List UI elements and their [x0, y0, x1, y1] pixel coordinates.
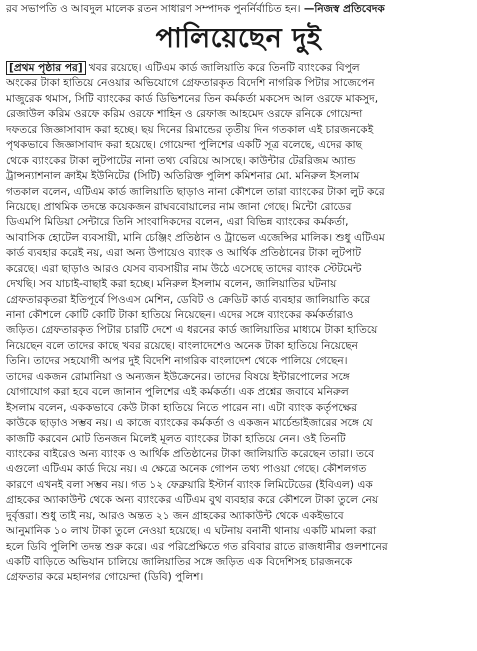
article-line-text: দফতরে জিজ্ঞাসাবাদ করা হচ্ছে। ছয় দিনের রিমান্ডের তৃতীয় দিন গতকাল এই চারজনকেই — [6, 123, 374, 136]
article-line — [6, 200, 471, 215]
article-line — [6, 354, 471, 369]
article-line — [6, 401, 471, 416]
article-line-text: ইসলাম বলেন, এককভাবে কেউ টাকা হাতিয়ে নিতে পারেন না। এটা ব্যাংক কর্তৃপক্ষের — [6, 401, 358, 414]
article-line — [6, 262, 471, 277]
article-line-text: গ্রেফতারকৃতরা ইতিপূর্বে পিওএস মেশিন, ডেবিট ও ক্রেডিট কার্ড ব্যবহার জালিয়াতি করে — [6, 293, 371, 306]
article-line — [6, 370, 471, 385]
article-line-text: রেজাউল করিম ওরফে করিম ওরফে শাহিন ও রেফাজ আহমেদ ওরফে রনিকে গোয়েন্দা — [6, 108, 363, 121]
article-line-text: ব্যাংকের বাইরেও অন্য ব্যাংক ও আর্থিক প্রতিষ্ঠানের টাকা জালিয়াতি করেছেন তারা। তবে — [6, 447, 375, 460]
article-line-text: যোগাযোগ করা হবে বলে জানান পুলিশের এই কর্মকর্তা। এক প্রশ্নের জবাবে মনিরুল — [6, 386, 349, 399]
article-line — [6, 277, 471, 292]
article-line — [6, 123, 471, 138]
article-line-text: থেকে ব্যাংকের টাকা লুটপাটের নানা তথ্য বেরিয়ে আসছে। কাউন্টার টেররিজম অ্যান্ড — [6, 154, 356, 167]
article-line-text: আনুমানিক ১০ লাখ টাকা তুলে নেওয়া হয়েছে। এ ঘটনায় বনানী থানায় একটি মামলা করা — [6, 525, 377, 538]
article-line — [6, 138, 471, 153]
article-line-text: মাজুরেক থমাস, সিটি ব্যাংকের কার্ড ডিভিশনের তিন কর্মকর্তা মকসেদ আল ওরফে মাকসুদ, — [6, 92, 379, 105]
article-line — [6, 447, 471, 462]
article-line — [6, 493, 471, 508]
article-line-text: করেছে। এরা ছাড়াও আরও যেসব ব্যবসায়ীর নাম উঠে এসেছে তাদের ব্যাংক স্টেটমেন্ট — [6, 262, 362, 275]
article-line-text: খবর রয়েছে। এটিএম কার্ড জালিয়াতি করে তিনটি ব্যাংকের বিপুল — [88, 62, 360, 74]
article-line-text: কাজটি করবেন মোট তিনজন মিলেই মূলত ব্যাংকের টাকা হাতিয়ে নেন। ওই তিনটি — [6, 432, 346, 445]
article-line-text: কাউকে ছাড়াও সম্ভব নয়। এ কাজে ব্যাংকের কর্মকর্তা ও একজন মার্চেন্ডাইজারের সঙ্গে যে — [6, 417, 373, 430]
reporter-credit: —নিজস্ব প্রতিবেদক — [303, 3, 385, 15]
article-line-text: গতকাল বলেন, এটিএম কার্ড জালিয়াতি ছাড়াও নানা কৌশলে তারা ব্যাংকের টাকা লুট করে — [6, 185, 385, 198]
article-line — [6, 231, 471, 246]
article-line-text: অংকের টাকা হাতিয়ে নেওয়ার অভিযোগে গ্রেফতারকৃত বিদেশি নাগরিক পিটার সাজেপেন — [6, 77, 375, 90]
article-line-text: এগুলো এটিএম কার্ড দিয়ে নয়। এ ক্ষেত্রে অনেক গোপন তথ্য পাওয়া গেছে। কৌশলগত — [6, 463, 367, 476]
article-line-text: হলে ডিবি পুলিশি তদন্ত শুরু করে। এর পরিপ্রেক্ষিতে গত রবিবার রাতে রাজধানীর গুলশানের — [6, 540, 388, 553]
article-line-text: ট্রান্সন্যাশনাল ক্রাইম ইউনিটের (সিটি) অতিরিক্ত পুলিশ কমিশনার মো. মনিরুল ইসলাম — [6, 170, 360, 183]
article-line — [6, 92, 471, 107]
article-line — [6, 323, 471, 338]
article-line-text: ডিএমপি মিডিয়া সেন্টারে তিনি সাংবাদিকদের বলেন, এরা বিভিন্ন ব্যাংকের কর্মকর্তা, — [6, 216, 349, 229]
article-line — [6, 555, 471, 570]
article-line — [6, 385, 471, 400]
article-line — [6, 462, 471, 477]
article-line — [6, 154, 471, 169]
article-line-text: নিয়েছেন বলে তাদের কাছে খবর রয়েছে। বাংলাদেশেও অনেক টাকা হাতিয়ে নিয়েছেন — [6, 339, 358, 352]
article-line — [6, 107, 471, 122]
article-line — [6, 169, 471, 184]
continuation-tag: [প্রথম পৃষ্ঠার পর] — [6, 61, 86, 75]
article-line-text: তিনি। তাদের সহযোগী অপর দুই বিদেশি নাগরিক বাংলাদেশ থেকে পালিয়ে গেছেন। — [6, 355, 348, 368]
previous-article-tail — [6, 2, 471, 18]
article-line-text: কার্ড ব্যবহার করেই নয়, এরা অন্য উপায়েও ব্যাংক ও আর্থিক প্রতিষ্ঠানের টাকা লুটপাট — [6, 247, 362, 260]
article-line-text: কারণে এখনই বলা সম্ভব নয়। গত ১২ ফেব্রুয়ারি ইস্টার্ন ব্যাংক লিমিটেডের (ইবিএল) এক — [6, 478, 373, 491]
article-line-text: জড়িত। গ্রেফতারকৃত পিটার চারটি দেশে এ ধরনের কার্ড জালিয়াতির মাধ্যমে টাকা হাতিয়ে — [6, 324, 378, 337]
article-line — [6, 540, 471, 555]
article-line — [6, 509, 471, 524]
article-line — [6, 61, 471, 76]
article-line-text: দেখছি। সব যাচাই-বাছাই করা হচ্ছে। মনিরুল ইসলাম বলেন, জালিয়াতির ঘটনায় — [6, 278, 337, 291]
article-line-text: গ্রেফতার করে মহানগর গোয়েন্দা (ডিবি) পুলিশ। — [6, 571, 204, 584]
article-line — [6, 246, 471, 261]
article-line-text: পৃথকভাবে জিজ্ঞাসাবাদ করা হয়েছে। গোয়েন্দা পুলিশের একটি সূত্র বলেছে, এদের কাছ — [6, 139, 363, 152]
article-line-text: একটি বাড়িতে অভিযান চালিয়ে জালিয়াতির সঙ্গে জড়িত এক বিদেশিসহ চারজনকে — [6, 556, 353, 568]
article-body — [6, 61, 471, 586]
article-line-text: দুর্বৃত্তরা। শুধু তাই নয়, আরও অন্তত ২১ জন গ্রাহকের অ্যাকাউন্ট থেকে একইভাবে — [6, 509, 344, 522]
article-line — [6, 524, 471, 539]
article-line-text: আবাসিক হোটেল ব্যবসায়ী, মানি চেঞ্জিং প্রতিষ্ঠান ও ট্রাভেল এজেন্সির মালিক। শুধু এটিএম — [6, 231, 385, 244]
article-line — [6, 478, 471, 493]
article-line — [6, 570, 471, 585]
headline: পালিয়েছেন দুই — [155, 23, 322, 54]
article-line-text: নিয়েছে। প্রাথমিক তদন্তে কয়েকজন রাঘববোয়ালের নাম জানা গেছে। মিন্টো রোডের — [6, 200, 352, 213]
article-line — [6, 339, 471, 354]
article-line-text: তাদের একজন রোমানিয়া ও অন্যজন ইউক্রেনের। তাদের বিষয়ে ইন্টারপোলের সঙ্গে — [6, 370, 350, 383]
article-line-text: নানা কৌশলে কোটি কোটি টাকা হাতিয়ে নিয়েছেন। এদের সঙ্গে ব্যাংকের কর্মকর্তারাও — [6, 309, 354, 321]
article-line — [6, 185, 471, 200]
article-line — [6, 432, 471, 447]
article-line — [6, 308, 471, 323]
article-line — [6, 76, 471, 91]
previous-article-text: রব সভাপতি ও আবদুল মালেক রতন সাধারণ সম্পাদক পুনর্নির্বাচিত হন। — [6, 3, 304, 15]
article-line — [6, 416, 471, 431]
article-line — [6, 215, 471, 230]
article-line — [6, 293, 471, 308]
article-line-text: গ্রাহকের অ্যাকাউন্ট থেকে অন্য ব্যাংকের এটিএম বুথ ব্যবহার করে কৌশলে টাকা তুলে নেয় — [6, 494, 379, 507]
